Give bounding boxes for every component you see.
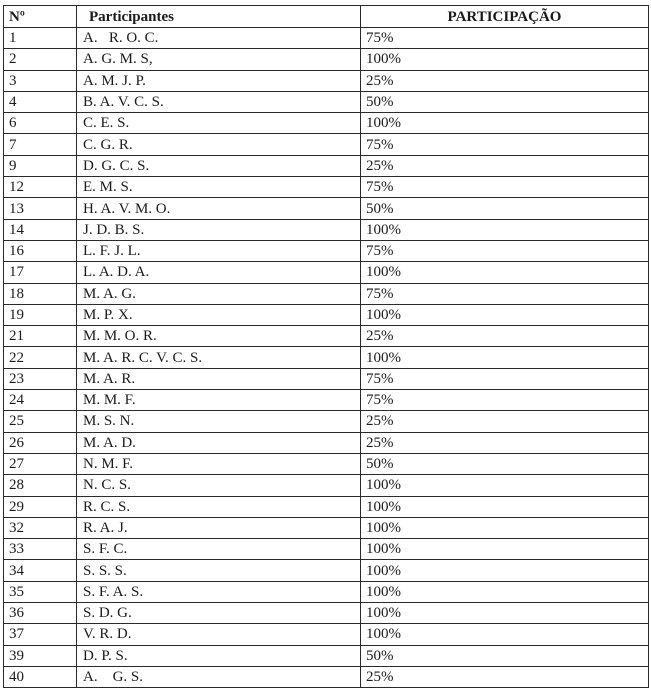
- participant-initials: R. A. J.: [77, 517, 361, 538]
- row-number: 19: [4, 304, 77, 325]
- participant-initials: S. D. G.: [77, 603, 361, 624]
- table-row: [4, 603, 649, 624]
- row-number: 35: [4, 581, 77, 602]
- table-header: [4, 6, 649, 28]
- row-number: 3: [4, 70, 77, 91]
- participant-initials: D. P. S.: [77, 645, 361, 666]
- participation-percent: 50%: [361, 453, 649, 474]
- row-number: 17: [4, 262, 77, 283]
- participation-percent: 100%: [361, 113, 649, 134]
- participation-percent: 100%: [361, 262, 649, 283]
- participation-percent: 50%: [361, 645, 649, 666]
- table-row: [4, 49, 649, 70]
- participation-percent: 75%: [361, 368, 649, 389]
- participant-initials: L. F. J. L.: [77, 240, 361, 261]
- row-number: 2: [4, 49, 77, 70]
- row-number: 24: [4, 390, 77, 411]
- table-row: [4, 432, 649, 453]
- header-participation: PARTICIPAÇÃO: [361, 6, 649, 28]
- participant-initials: A. R. O. C.: [77, 28, 361, 49]
- participant-initials: M. A. D.: [77, 432, 361, 453]
- row-number: 25: [4, 411, 77, 432]
- participation-percent: 75%: [361, 390, 649, 411]
- header-participants: Participantes: [77, 6, 361, 28]
- row-number: 37: [4, 624, 77, 645]
- participation-percent: 50%: [361, 91, 649, 112]
- table-row: [4, 517, 649, 538]
- table-row: [4, 581, 649, 602]
- table-row: [4, 91, 649, 112]
- row-number: 23: [4, 368, 77, 389]
- row-number: 32: [4, 517, 77, 538]
- participant-initials: D. G. C. S.: [77, 155, 361, 176]
- participant-initials: C. E. S.: [77, 113, 361, 134]
- table-row: [4, 453, 649, 474]
- participation-percent: 100%: [361, 347, 649, 368]
- table-row: [4, 368, 649, 389]
- participant-initials: R. C. S.: [77, 496, 361, 517]
- participation-percent: 100%: [361, 219, 649, 240]
- participant-initials: A. G. S.: [77, 666, 361, 687]
- participant-initials: M. P. X.: [77, 304, 361, 325]
- row-number: 7: [4, 134, 77, 155]
- row-number: 33: [4, 539, 77, 560]
- participation-percent: 25%: [361, 666, 649, 687]
- participant-initials: M. A. R. C. V. C. S.: [77, 347, 361, 368]
- row-number: 4: [4, 91, 77, 112]
- participant-initials: M. S. N.: [77, 411, 361, 432]
- table-row: [4, 645, 649, 666]
- participant-initials: N. C. S.: [77, 475, 361, 496]
- table-row: [4, 155, 649, 176]
- table-row: [4, 539, 649, 560]
- participant-initials: M. M. O. R.: [77, 326, 361, 347]
- participant-initials: V. R. D.: [77, 624, 361, 645]
- participant-initials: H. A. V. M. O.: [77, 198, 361, 219]
- table-body: [4, 28, 649, 688]
- participant-initials: S. S. S.: [77, 560, 361, 581]
- table-row: [4, 411, 649, 432]
- header-number: Nº: [4, 6, 77, 28]
- participant-initials: S. F. A. S.: [77, 581, 361, 602]
- table-row: [4, 28, 649, 49]
- participation-percent: 25%: [361, 326, 649, 347]
- row-number: 16: [4, 240, 77, 261]
- row-number: 40: [4, 666, 77, 687]
- row-number: 13: [4, 198, 77, 219]
- participation-percent: 25%: [361, 70, 649, 91]
- participant-initials: S. F. C.: [77, 539, 361, 560]
- participation-percent: 100%: [361, 517, 649, 538]
- row-number: 14: [4, 219, 77, 240]
- row-number: 22: [4, 347, 77, 368]
- table-row: [4, 134, 649, 155]
- participation-percent: 100%: [361, 581, 649, 602]
- participant-initials: N. M. F.: [77, 453, 361, 474]
- participant-initials: C. G. R.: [77, 134, 361, 155]
- table-row: [4, 475, 649, 496]
- row-number: 12: [4, 177, 77, 198]
- table-row: [4, 390, 649, 411]
- participation-percent: 100%: [361, 624, 649, 645]
- participant-initials: A. M. J. P.: [77, 70, 361, 91]
- header-row: [4, 6, 649, 28]
- participation-percent: 75%: [361, 283, 649, 304]
- row-number: 6: [4, 113, 77, 134]
- table-row: [4, 219, 649, 240]
- table-row: [4, 666, 649, 687]
- table-row: [4, 304, 649, 325]
- table-row: [4, 347, 649, 368]
- row-number: 18: [4, 283, 77, 304]
- participant-initials: M. A. G.: [77, 283, 361, 304]
- participant-initials: L. A. D. A.: [77, 262, 361, 283]
- participation-percent: 100%: [361, 560, 649, 581]
- participation-percent: 75%: [361, 134, 649, 155]
- participation-table: [3, 5, 649, 688]
- participation-percent: 25%: [361, 432, 649, 453]
- participation-percent: 50%: [361, 198, 649, 219]
- row-number: 34: [4, 560, 77, 581]
- participant-initials: B. A. V. C. S.: [77, 91, 361, 112]
- row-number: 39: [4, 645, 77, 666]
- table-row: [4, 262, 649, 283]
- participant-initials: J. D. B. S.: [77, 219, 361, 240]
- row-number: 9: [4, 155, 77, 176]
- participation-percent: 25%: [361, 155, 649, 176]
- participation-percent: 100%: [361, 603, 649, 624]
- row-number: 36: [4, 603, 77, 624]
- table-row: [4, 113, 649, 134]
- row-number: 1: [4, 28, 77, 49]
- participation-percent: 100%: [361, 475, 649, 496]
- row-number: 29: [4, 496, 77, 517]
- table-row: [4, 240, 649, 261]
- participation-percent: 25%: [361, 411, 649, 432]
- table-row: [4, 177, 649, 198]
- table-row: [4, 496, 649, 517]
- participation-percent: 75%: [361, 28, 649, 49]
- participation-percent: 75%: [361, 177, 649, 198]
- participant-initials: A. G. M. S,: [77, 49, 361, 70]
- row-number: 27: [4, 453, 77, 474]
- table-row: [4, 624, 649, 645]
- participant-initials: M. A. R.: [77, 368, 361, 389]
- table-row: [4, 326, 649, 347]
- table-row: [4, 70, 649, 91]
- participant-initials: M. M. F.: [77, 390, 361, 411]
- row-number: 28: [4, 475, 77, 496]
- participation-percent: 75%: [361, 240, 649, 261]
- participation-percent: 100%: [361, 496, 649, 517]
- table-row: [4, 283, 649, 304]
- row-number: 26: [4, 432, 77, 453]
- table-row: [4, 560, 649, 581]
- participation-percent: 100%: [361, 539, 649, 560]
- participation-percent: 100%: [361, 304, 649, 325]
- table-row: [4, 198, 649, 219]
- participation-percent: 100%: [361, 49, 649, 70]
- row-number: 21: [4, 326, 77, 347]
- participant-initials: E. M. S.: [77, 177, 361, 198]
